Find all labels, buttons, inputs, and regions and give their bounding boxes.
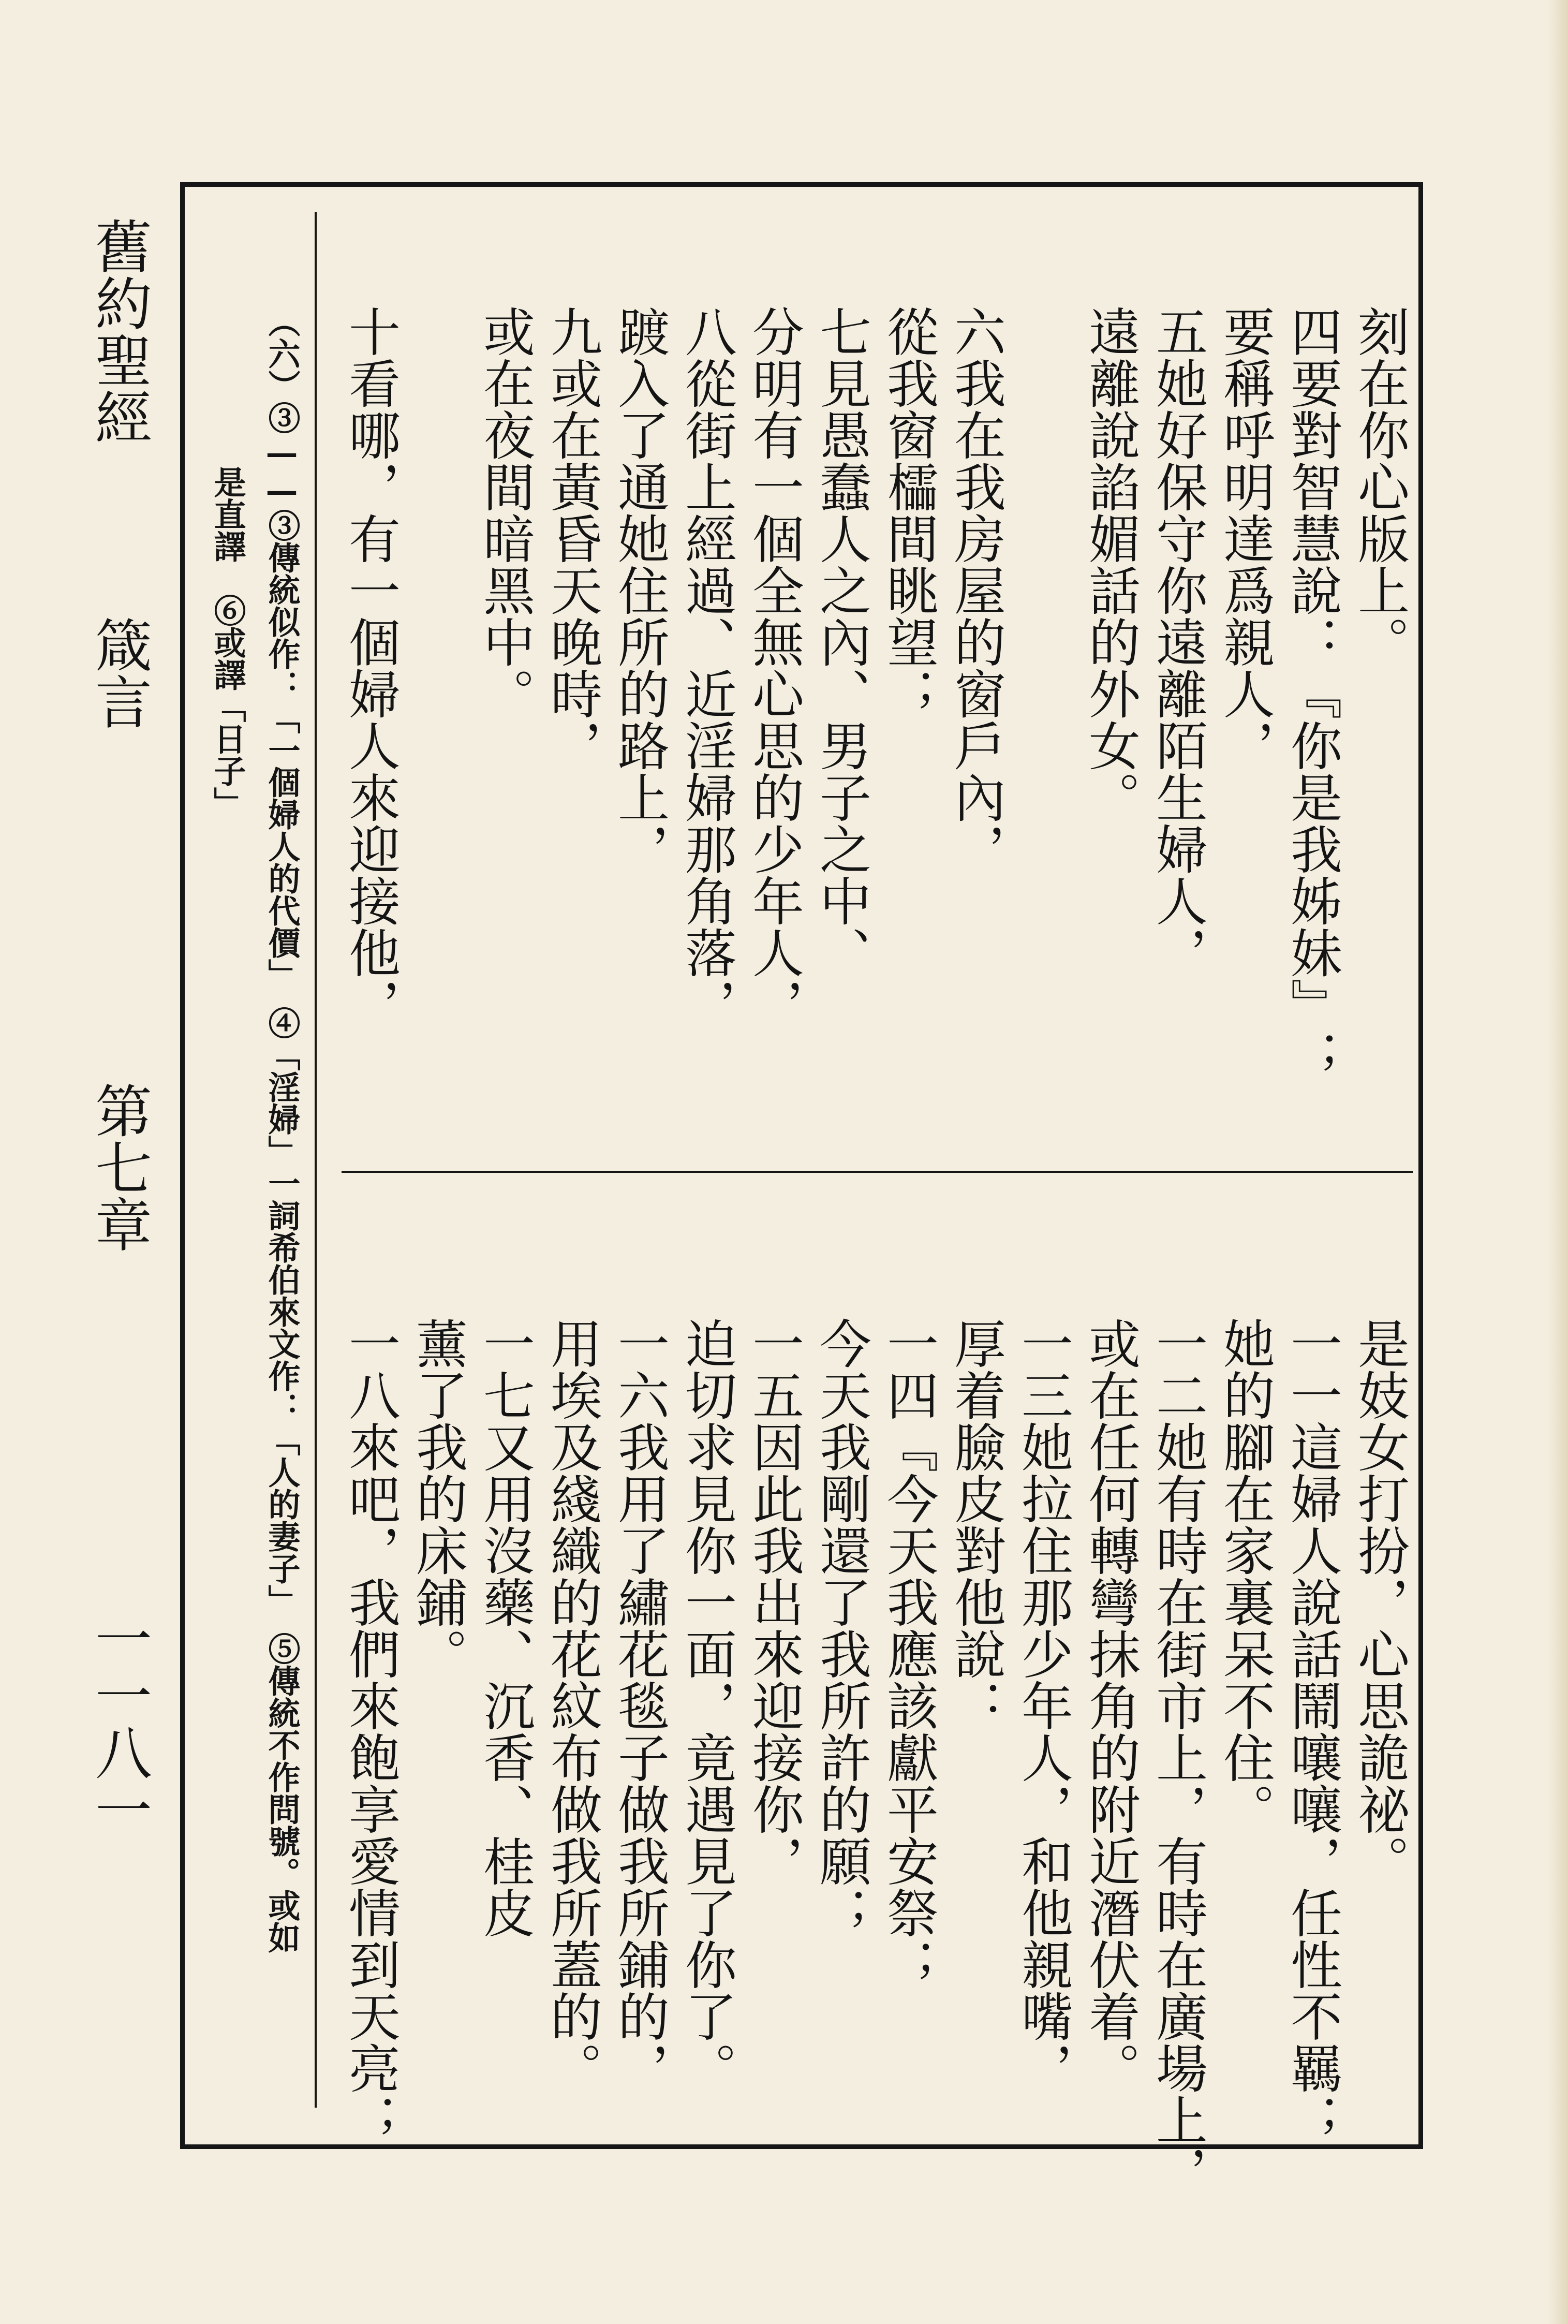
chapter-heading: 第七章 xyxy=(86,1082,152,1253)
text-line: 十看哪，有一個婦人來迎接他， xyxy=(340,305,401,1030)
stanza-gap xyxy=(404,305,471,1144)
text-line: 一一這婦人說話鬧嚷嚷，任性不羈； xyxy=(1282,1317,1342,2145)
text-line: 一四『今天我應該獻平安祭； xyxy=(878,1317,939,1990)
footnote-line-2: 是直譯 ⑥或譯「日子」 xyxy=(209,466,246,819)
text-line: 分明有一個全無心思的少年人， xyxy=(744,305,804,1030)
text-line: 是妓女打扮，心思詭祕。 xyxy=(1349,1317,1410,1887)
book-title: 舊約聖經 xyxy=(86,217,152,445)
text-line: 一七又用沒藥、沉香、桂皮 xyxy=(475,1317,535,1938)
stanza-gap xyxy=(1009,305,1076,1144)
text-line: 一三她拉住那少年人，和他親嘴， xyxy=(1013,1317,1073,2094)
lower-text-block xyxy=(336,1317,1413,2197)
footnote-line-1: （六）③——③傳統似作：「一個婦人的代價」 ④「淫婦」一詞希伯來文作：「人的妻子」 ⑤傳統不作問號。或如 xyxy=(263,305,301,1953)
text-line: 六我在我房屋的窗戶內， xyxy=(945,305,1006,875)
text-line: 薰了我的床鋪。 xyxy=(407,1317,468,1680)
text-line: 從我窗櫺間眺望； xyxy=(878,305,939,719)
text-line: 五她好保守你遠離陌生婦人， xyxy=(1147,305,1208,978)
text-line: 一八來吧，我們來飽享愛情到天亮； xyxy=(340,1317,401,2145)
text-line: 迫切求見你一面，竟遇見了你了。 xyxy=(676,1317,737,2094)
text-line: 或在夜間暗黑中。 xyxy=(475,305,535,719)
text-line: 或在任何轉彎抹角的附近潛伏着。 xyxy=(1080,1317,1141,2094)
book-name: 箴言 xyxy=(86,616,152,730)
text-line: 八從街上經過、近淫婦那角落， xyxy=(676,305,737,1030)
text-line: 今天我剛還了我所許的願； xyxy=(811,1317,871,1938)
text-line: 四要對智慧說：『你是我姊妹』； xyxy=(1282,305,1342,1082)
footnote-separator xyxy=(315,212,317,2108)
paper-edge xyxy=(1547,0,1568,2324)
text-line: 七見愚蠢人之內、男子之中、 xyxy=(811,305,871,978)
text-line: 一六我用了繡花毯子做我所鋪的， xyxy=(609,1317,670,2094)
text-line: 一二她有時在街市上，有時在廣場上， xyxy=(1147,1317,1208,2197)
section-separator xyxy=(342,1171,1413,1173)
text-line: 她的腳在家裏呆不住。 xyxy=(1215,1317,1275,1835)
text-line: 厚着臉皮對他說： xyxy=(945,1317,1006,1731)
text-line: 踱入了通她住所的路上， xyxy=(609,305,670,875)
text-line: 一五因此我出來迎接你， xyxy=(744,1317,804,1887)
text-line: 用埃及綫織的花紋布做我所蓋的。 xyxy=(542,1317,602,2094)
text-line: 刻在你心版上。 xyxy=(1349,305,1410,668)
upper-text-block xyxy=(336,305,1413,1144)
text-line: 九或在黃昏天晚時， xyxy=(542,305,602,771)
text-line: 要稱呼明達爲親人， xyxy=(1215,305,1275,771)
text-line: 遠離說諂媚話的外女。 xyxy=(1080,305,1141,823)
page-number: 一一八一 xyxy=(86,1610,152,1837)
